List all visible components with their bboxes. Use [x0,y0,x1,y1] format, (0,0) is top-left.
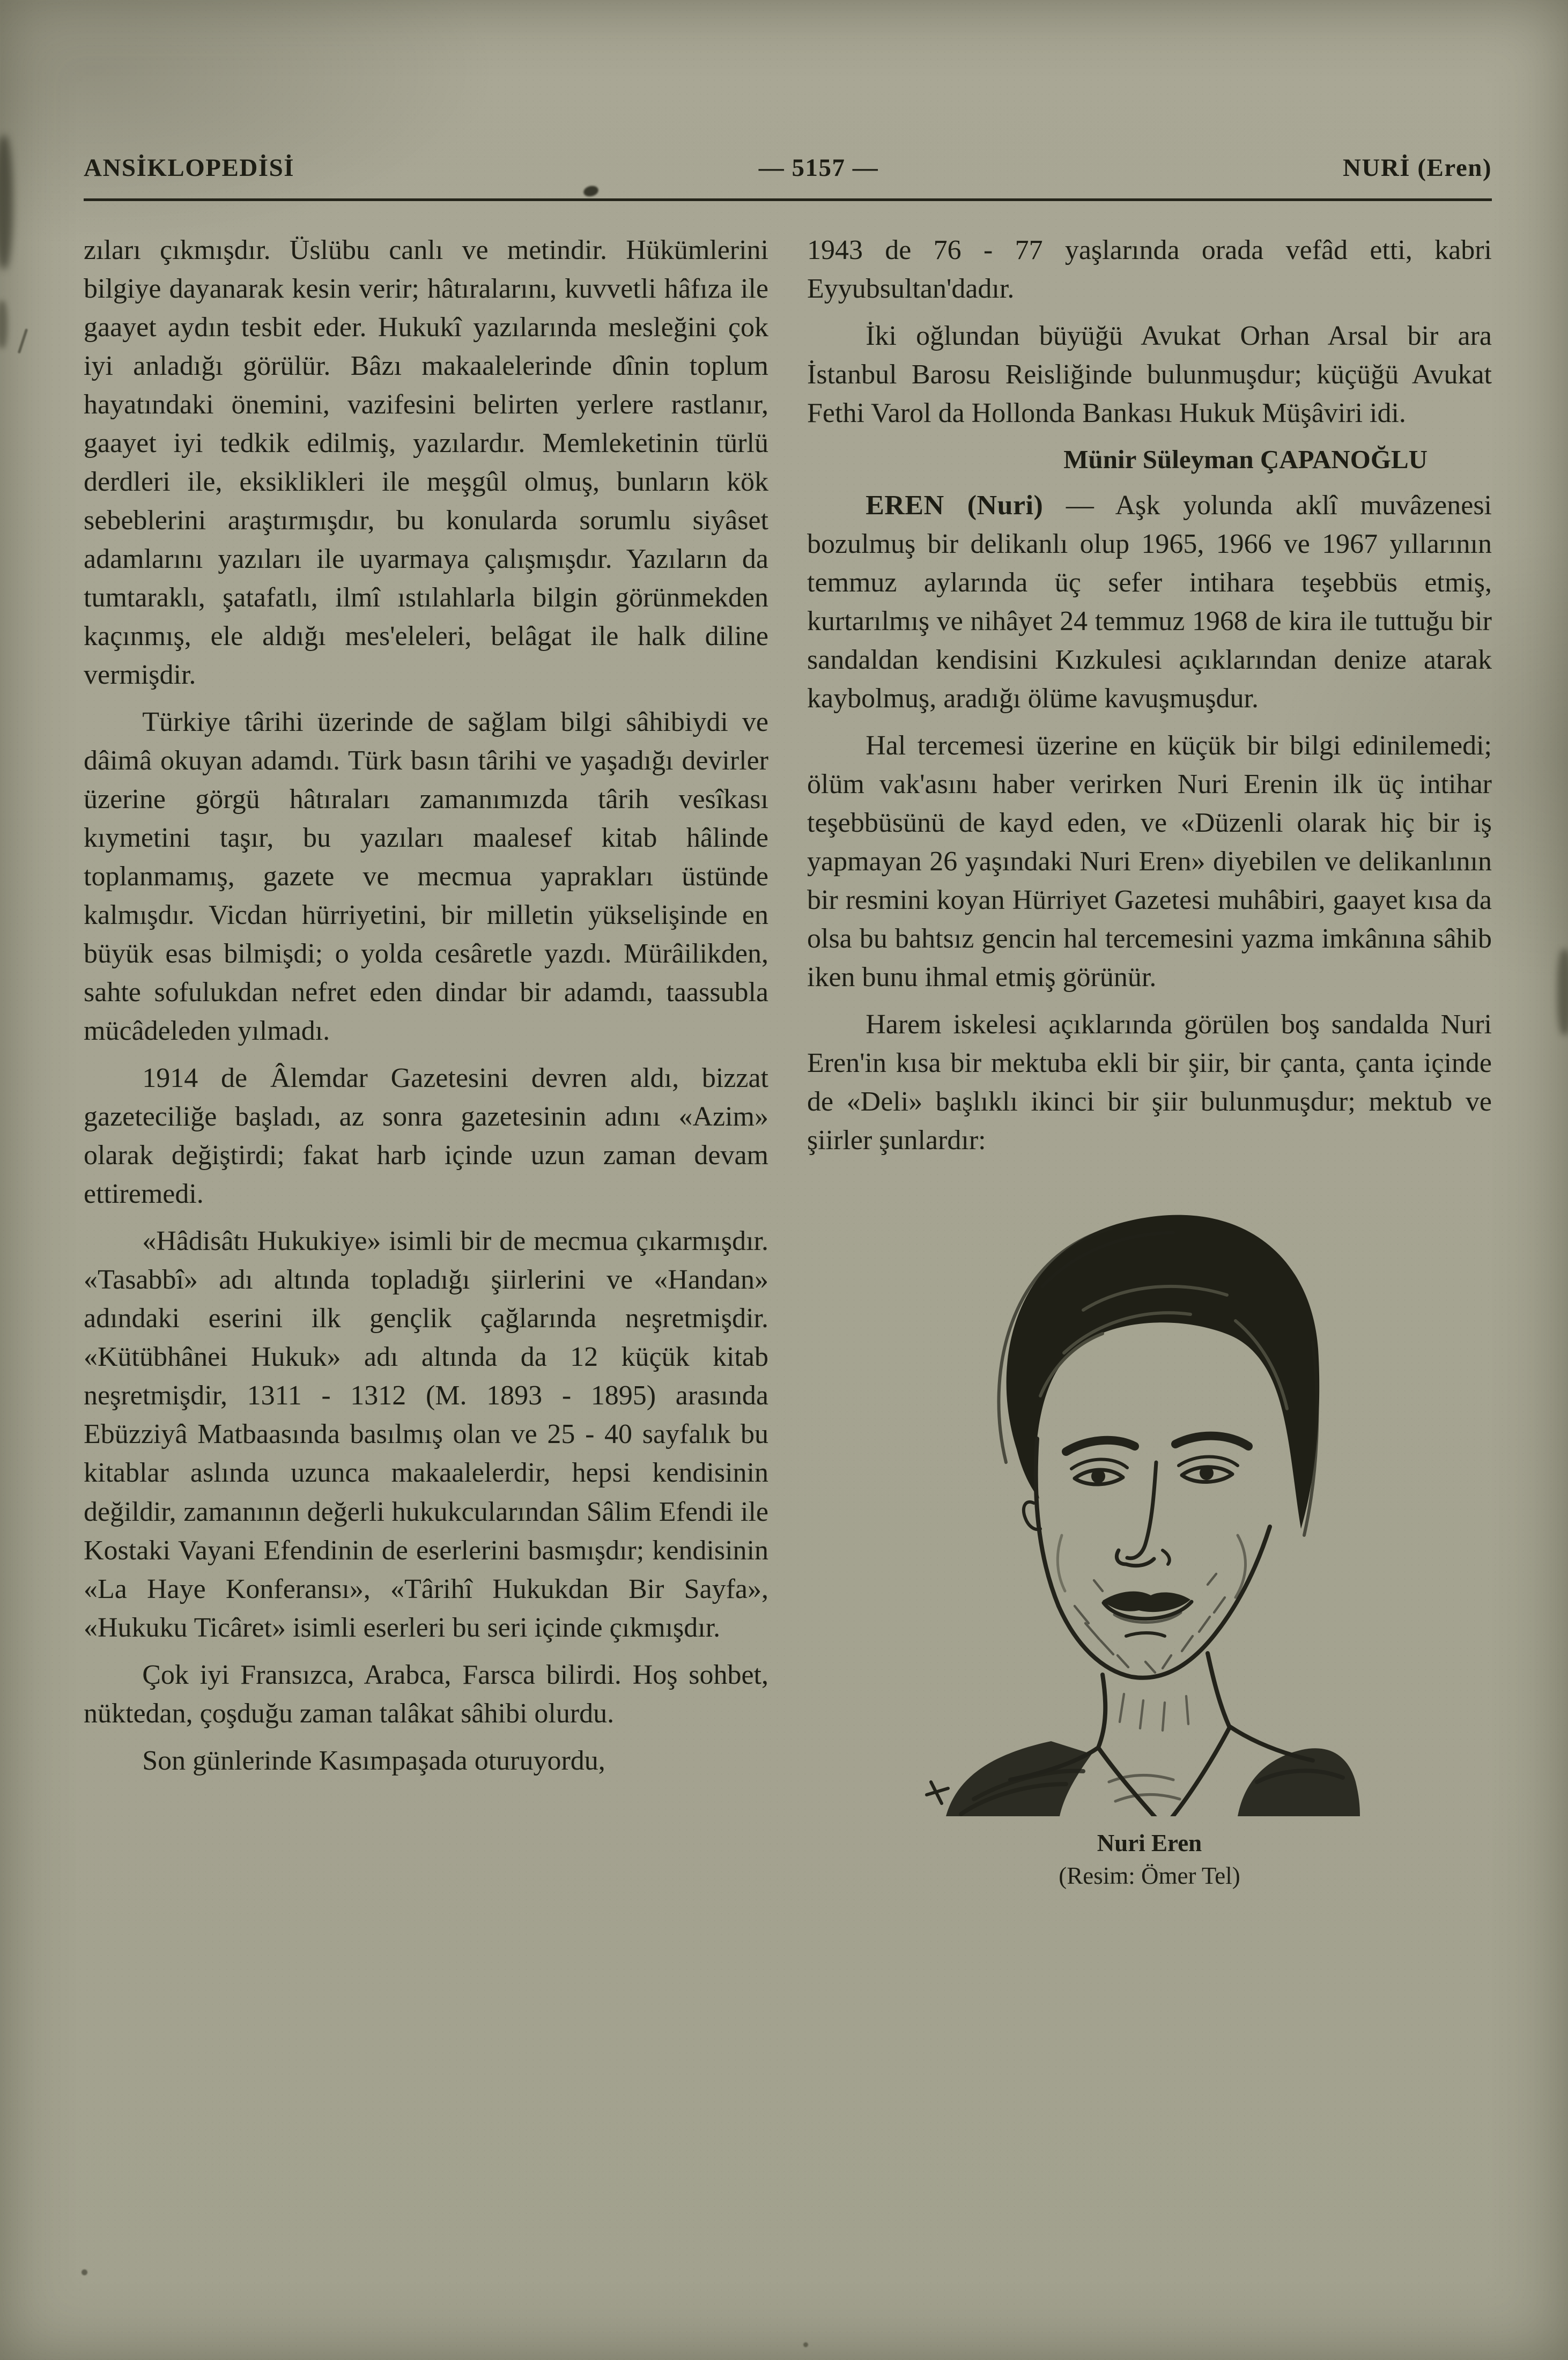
header-rule [84,198,1492,201]
portrait-caption-credit: (Resim: Ömer Tel) [1059,1862,1240,1889]
header-publication-title: ANSİKLOPEDİSİ [84,154,294,182]
entry-body-text: — Aşk yolunda aklî muvâzenesi bozulmuş bir delikanlı olup 1965, 1966 ve 1967 yıllarının temmuz aylarında üç sefer intihara teşebbüs etmiş, kurtarılmış ve nihâyet 24 temmuz 1968 de kira ile tuttuğu bir sandaldan kendisini Kızkulesi açıklarından denize atarak kaybolmuş, aradığı ölüme kavuşmuşdur. [807,490,1492,714]
paragraph: Türkiye târihi üzerinde de sağlam bilgi sâhibiydi ve dâimâ okuyan adamdı. Türk basın târihi ve yaşadığı devirler üzerine görgü hâtıraları zamanımızda târih vesîkası kıymetini taşır, bu yazıları maalesef kitab hâlinde toplanmamış, gazete ve mecmua yaprakları üstünde kalmışdır. Vicdan hürriyetini, bir milletin yükselişinde en büyük esas bilmişdi; o yolda cesâretle yazdı. Mürâilikden, sahte sofulukdan nefret eden dindar bir adamdı, taassubla mücâdeleden yılmadı. [84,707,768,1047]
paragraph-continuation: 1943 de 76 - 77 yaşlarında orada vefâd etti, kabri Eyyubsultan'dadır. [807,235,1492,305]
paragraph: «Hâdisâtı Hukukiye» isimli bir de mecmua çıkarmışdır. «Tasabbî» adı altında topladığı şiirlerini ve «Handan» adındaki eserini ilk gençlik çağlarında neşretmişdir. «Kütübhânei Hukuk» adı altında da 12 küçük kitab neşretmişdir, 1311 - 1312 (M. 1893 - 1895) arasında Ebüzziyâ Matbaasında basılmış olan ve 25 - 40 sayfalık bu kitablar aslında uzunca makaalelerdir, hepsi kendisinin değildir, zamanının değerli hukukcularından Sâlim Efendi ile Kostaki Vayani Efendinin de eserlerini basmışdır; kendisinin «La Haye Konferansı», «Târihî Hukukdan Bir Sayfa», «Hukuku Ticâret» isimli eserleri bu seri içinde çıkmışdır. [84,1226,768,1643]
left-column [84,231,768,1892]
paragraph: Hal tercemesi üzerine en küçük bir bilgi edinilemedi; ölüm vak'asını haber verirken Nuri Erenin ilk üç intihar teşebbüsünü de kayd eden, ve «Düzenli olarak hiç bir iş yapmayan 26 yaşındaki Nuri Eren» diyebilen ve delikanlının bir resmini koyan Hürriyet Gazetesi muhâbiri, gaayet kısa da olsa bu bahtsız gencin hal tercemesini yazma imkânına sâhib iken bunu ihmal etmiş görünür. [807,730,1492,993]
right-column [807,231,1492,1892]
running-head [84,153,1492,182]
header-entry-reference: NURİ (Eren) [1342,154,1492,182]
paragraph: Son günlerinde Kasımpaşada oturuyordu, [142,1745,605,1776]
article-columns [84,231,1492,1892]
portrait-ink-drawing [914,1181,1386,1816]
portrait-caption-name: Nuri Eren [1097,1830,1202,1857]
paragraph: İki oğlundan büyüğü Avukat Orhan Arsal bir ara İstanbul Barosu Reisliğinde bulunmuşdur; küçüğü Avukat Fethi Varol da Hollonda Bankası Hukuk Müşâviri idi. [807,321,1492,429]
header-page-number: — 5157 — [758,154,879,182]
portrait-figure [807,1181,1492,1892]
entry-headword: EREN (Nuri) [866,490,1044,521]
paragraph: 1914 de Âlemdar Gazetesini devren aldı, bizzat gazeteciliğe başladı, az sonra gazetesinin adını «Azim» olarak değiştirdi; fakat harb içinde uzun zaman devam ettiremedi. [84,1063,768,1210]
paragraph: Harem iskelesi açıklarında görülen boş sandalda Nuri Eren'in kısa bir mektuba ekli bir şiir, bir çanta, çanta içinde de «Deli» başlıklı ikinci bir şiir bulunmuşdur; mektub ve şiirler şunlardır: [807,1009,1492,1156]
paragraph: Çok iyi Fransızca, Arabca, Farsca bilirdi. Hoş sohbet, nüktedan, çoşduğu zaman talâkat sâhibi olurdu. [84,1659,768,1729]
author-signature: Münir Süleyman ÇAPANOĞLU [1063,445,1428,475]
entry-eren-nuri [807,486,1492,718]
paragraph-continuation: zıları çıkmışdır. Üslübu canlı ve metindir. Hükümlerini bilgiye dayanarak kesin verir; hâtıralarını, kuvvetli hâfıza ile gaayet aydın tesbit eder. Hukukî yazılarında mesleğini çok iyi anladığı görülür. Bâzı makaalelerinde dînin toplum hayatındaki önemini, vazifesini belirten yerlere rastlanır, gaayet iyi tedkik edilmiş, yazılardır. Memleketinin türlü derdleri ile, eksiklikleri ile meşgûl olmuş, bunların kök sebeblerini araştırmışdır, bu konularda sorumlu siyâset adamlarını yazıları ile uyarmaya çalışmışdır. Yazıların da tumtaraklı, şatafatlı, ilmî ıstılahlarla bilgin görünmekden kaçınmış, ele aldığı mes'eleleri, belâgat ile halk diline vermişdir. [84,235,768,691]
portrait-caption [807,1827,1492,1892]
